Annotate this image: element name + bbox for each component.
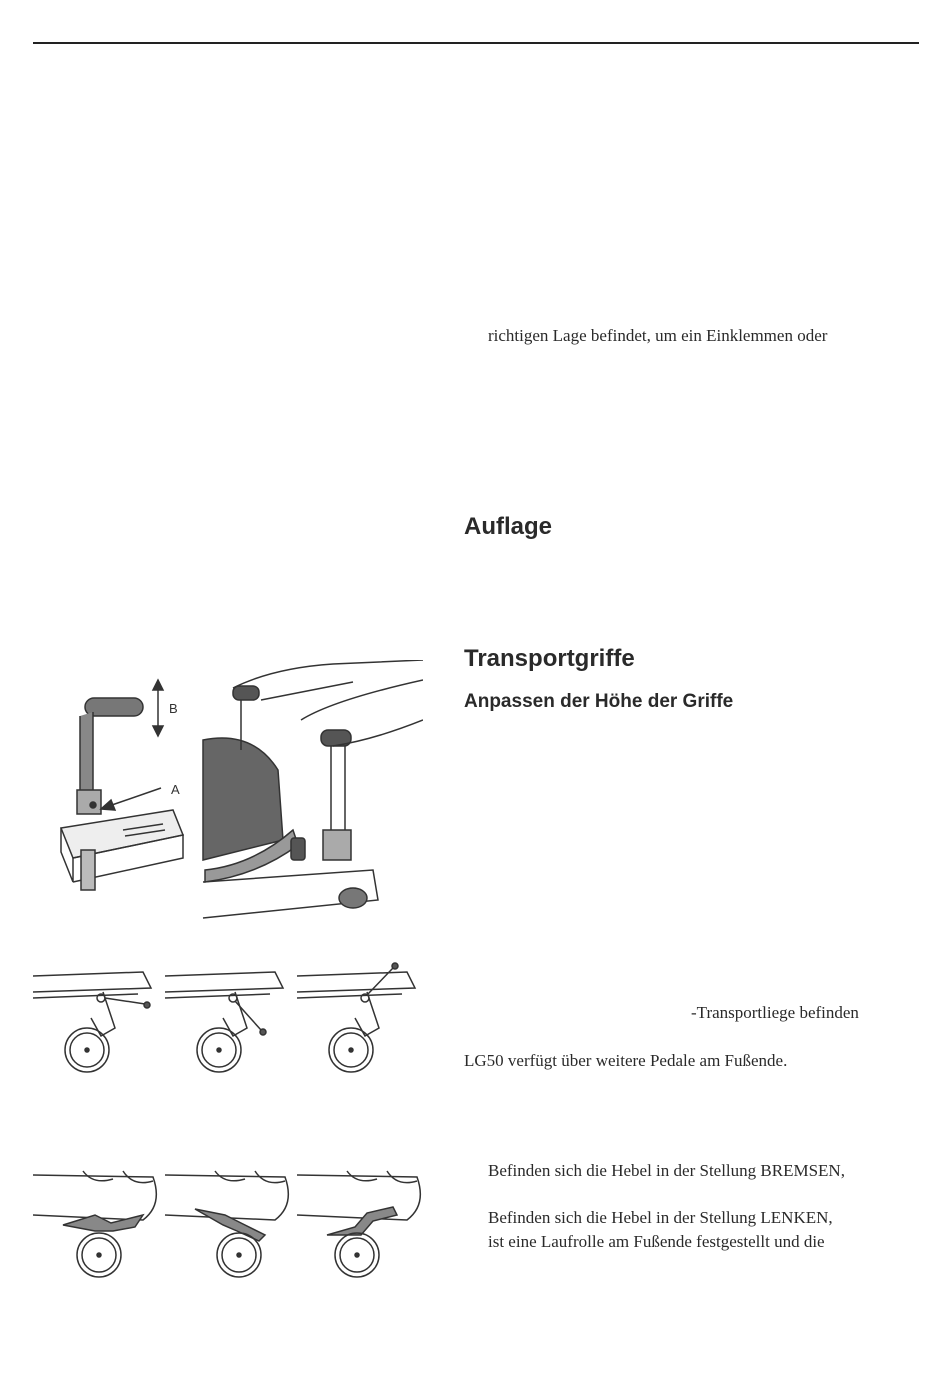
body-text-transportliege: -Transportliege befinden: [691, 1003, 859, 1022]
figure-lever-positions: [33, 958, 423, 1080]
body-text-lage: richtigen Lage befindet, um ein Einklemmen oder: [488, 326, 828, 345]
heading-auflage: Auflage: [464, 513, 553, 540]
body-text-lenken: Befinden sich die Hebel in der Stellung LENKEN,: [488, 1208, 833, 1227]
heading-transportgriffe: Transportgriffe: [464, 645, 635, 672]
label-a: A: [171, 782, 180, 797]
figure-pedal-positions: [33, 1165, 423, 1287]
body-text-laufrolle: ist eine Laufrolle am Fußende festgestellt und die: [488, 1232, 825, 1251]
header-rule: [33, 42, 919, 44]
figure-handle-adjustment: [33, 660, 423, 920]
body-text-bremsen: Befinden sich die Hebel in der Stellung BREMSEN,: [488, 1161, 845, 1180]
subheading-griffe-hoehe: Anpassen der Höhe der Griffe: [464, 691, 734, 712]
body-text-lg50: LG50 verfügt über weitere Pedale am Fußende.: [464, 1051, 788, 1070]
label-b: B: [169, 701, 178, 716]
